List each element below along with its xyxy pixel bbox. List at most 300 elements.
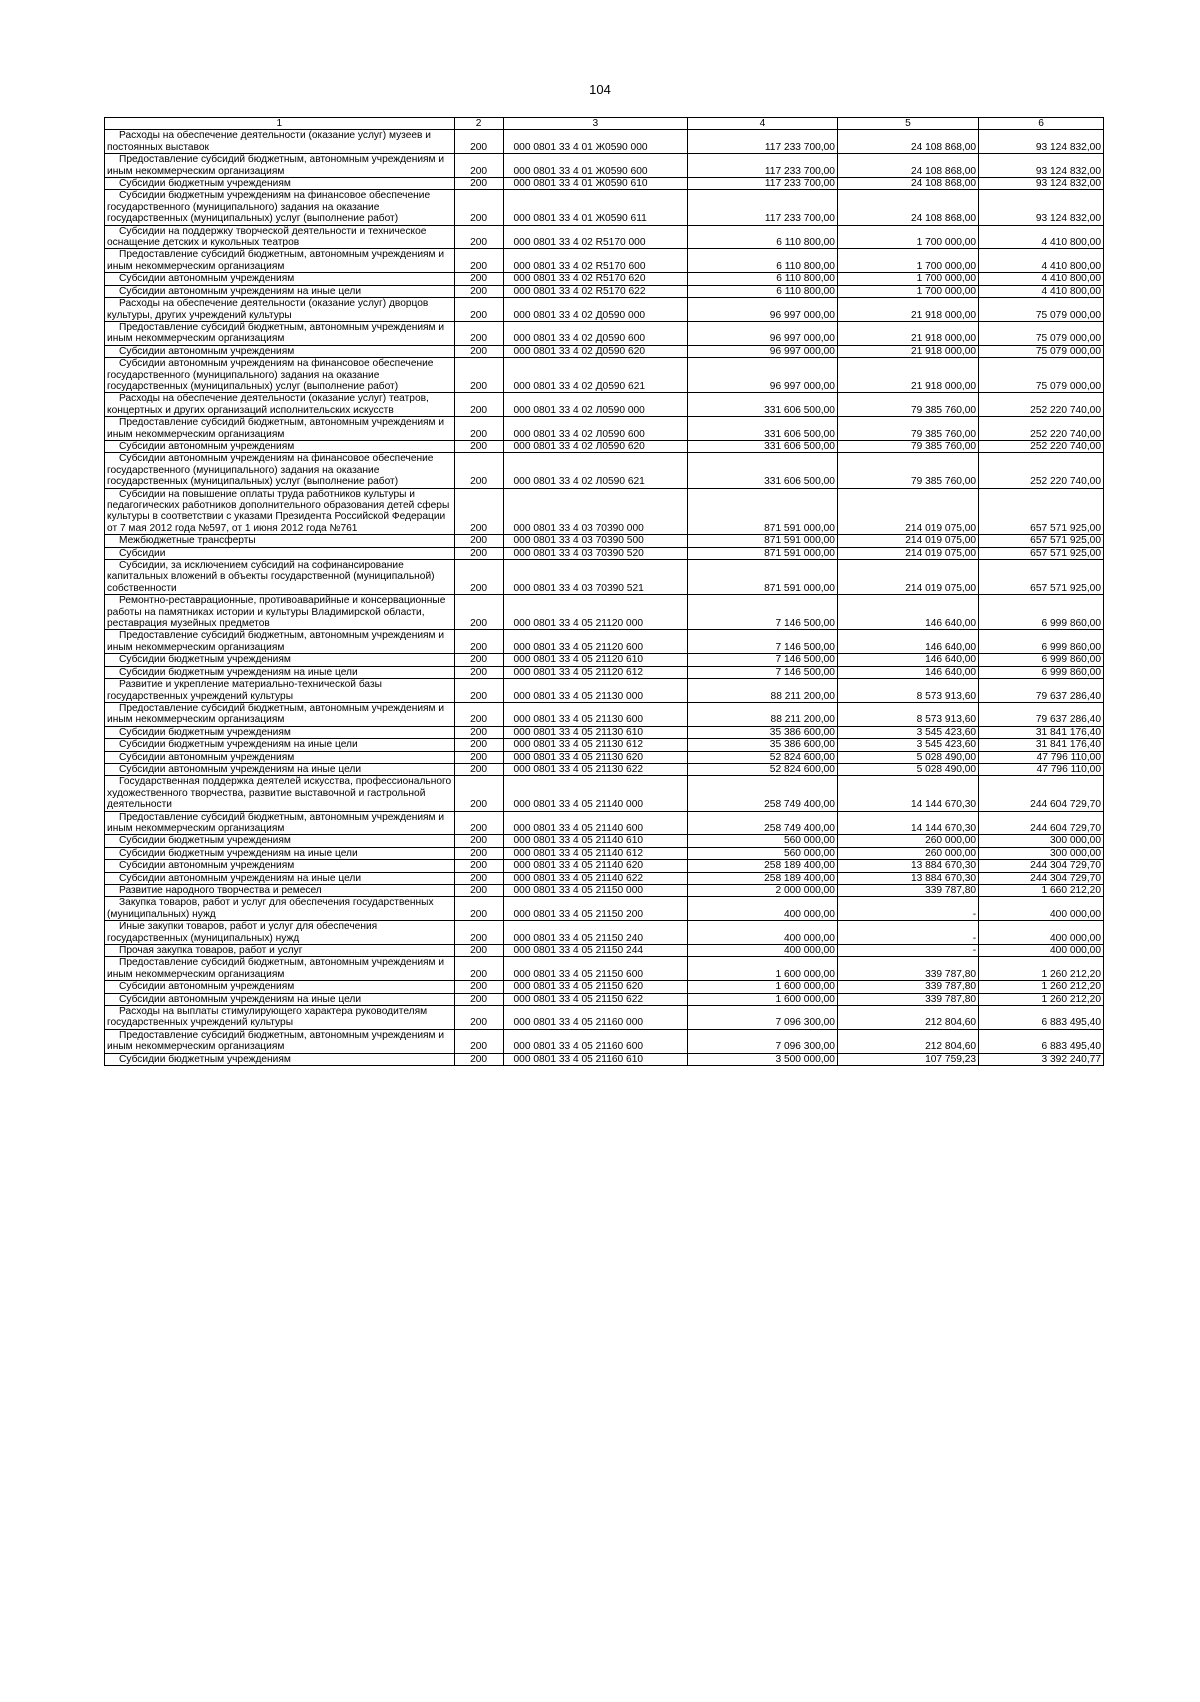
row-approved-amount: 35 386 600,00 [688,726,838,738]
row-code: 200 [454,751,503,763]
row-executed-amount: 146 640,00 [837,666,978,678]
row-name-text: Субсидии, за исключением субсидий на софинансирование капитальных вложений в объекты государственной (муниципальной) собственности [107,560,435,594]
row-approved-amount: 88 211 200,00 [688,679,838,703]
row-remaining-amount: 31 841 176,40 [979,726,1104,738]
row-name [105,1029,455,1053]
row-approved-amount: 258 749 400,00 [688,811,838,835]
row-name [105,957,455,981]
row-approved-amount: 7 146 500,00 [688,654,838,666]
row-remaining-amount: 6 883 495,40 [979,1006,1104,1030]
row-remaining-amount: 47 796 110,00 [979,763,1104,775]
row-name-text: Предоставление субсидий бюджетным, автономным учреждениям и иным некоммерческим организациям [107,417,445,440]
row-name-text: Государственная поддержка деятелей искусства, профессионального художественного творчества, развитие выставочной и гастрольной деятельности [107,776,452,811]
row-classification-code: 000 0801 33 4 05 21150 240 [503,921,688,945]
row-name-text: Предоставление субсидий бюджетным, автономным учреждениям и иным некоммерческим организациям [107,957,445,980]
row-name-text: Субсидии бюджетным учреждениям [119,1053,291,1065]
row-name [105,190,455,225]
row-approved-amount: 1 600 000,00 [688,957,838,981]
row-executed-amount: 3 545 423,60 [837,726,978,738]
row-code: 200 [454,249,503,273]
row-code: 200 [454,1053,503,1065]
row-remaining-amount: 75 079 000,00 [979,345,1104,357]
row-code: 200 [454,763,503,775]
row-name [105,345,455,357]
row-name [105,739,455,751]
row-executed-amount: 24 108 868,00 [837,178,978,190]
row-remaining-amount: 6 999 860,00 [979,595,1104,630]
row-name-text: Субсидии на поддержку творческой деятельности и техническое оснащение детских и кукольных театров [107,225,427,249]
row-executed-amount: 79 385 760,00 [837,440,978,452]
row-name-text: Субсидии автономным учреждениям на финансовое обеспечение государственного (муниципального) задания на оказание государственных (муниципальных) услуг (выполнение работ) [107,358,434,392]
row-remaining-amount: 300 000,00 [979,835,1104,847]
row-approved-amount: 6 110 800,00 [688,249,838,273]
row-code: 200 [454,860,503,872]
row-classification-code: 000 0801 33 4 05 21130 600 [503,702,688,726]
row-remaining-amount: 657 571 925,00 [979,488,1104,535]
row-classification-code: 000 0801 33 4 05 21130 000 [503,679,688,703]
row-code: 200 [454,595,503,630]
row-classification-code: 000 0801 33 4 02 Л0590 000 [503,393,688,417]
row-approved-amount: 6 110 800,00 [688,273,838,285]
row-code: 200 [454,1006,503,1030]
row-approved-amount: 6 110 800,00 [688,285,838,297]
row-name-text: Субсидии бюджетным учреждениям [119,726,291,738]
row-classification-code: 000 0801 33 4 01 Ж0590 600 [503,154,688,178]
row-name [105,654,455,666]
table-row [105,130,1104,154]
row-classification-code: 000 0801 33 4 05 21130 612 [503,739,688,751]
row-executed-amount: 260 000,00 [837,835,978,847]
row-classification-code: 000 0801 33 4 01 Ж0590 611 [503,190,688,225]
row-executed-amount: 13 884 670,30 [837,872,978,884]
row-code: 200 [454,739,503,751]
row-name [105,776,455,811]
row-executed-amount: 3 545 423,60 [837,739,978,751]
row-name [105,547,455,559]
table-row [105,702,1104,726]
row-approved-amount: 1 600 000,00 [688,993,838,1005]
row-name [105,393,455,417]
row-name [105,298,455,322]
row-classification-code: 000 0801 33 4 05 21150 622 [503,993,688,1005]
row-executed-amount: 339 787,80 [837,957,978,981]
row-name [105,130,455,154]
row-approved-amount: 6 110 800,00 [688,225,838,249]
row-classification-code: 000 0801 33 4 02 R5170 622 [503,285,688,297]
row-remaining-amount: 400 000,00 [979,897,1104,921]
row-approved-amount: 117 233 700,00 [688,154,838,178]
row-remaining-amount: 244 604 729,70 [979,811,1104,835]
row-name-text: Расходы на обеспечение деятельности (оказание услуг) музеев и постоянных выставок [107,130,431,153]
row-name-text: Расходы на выплаты стимулирующего характера руководителям государственных учреждений культуры [107,1006,428,1029]
row-name-text: Прочая закупка товаров, работ и услуг [119,945,303,957]
row-remaining-amount: 93 124 832,00 [979,130,1104,154]
row-executed-amount: 260 000,00 [837,847,978,859]
row-name [105,702,455,726]
row-approved-amount: 400 000,00 [688,945,838,957]
table-row [105,417,1104,441]
row-executed-amount: - [837,897,978,921]
table-row [105,321,1104,345]
row-executed-amount: 24 108 868,00 [837,154,978,178]
row-approved-amount: 400 000,00 [688,921,838,945]
row-name [105,417,455,441]
row-remaining-amount: 252 220 740,00 [979,393,1104,417]
table-row [105,897,1104,921]
row-classification-code: 000 0801 33 4 02 R5170 600 [503,249,688,273]
row-code: 200 [454,488,503,535]
row-name-text: Субсидии бюджетным учреждениям [119,178,291,190]
row-code: 200 [454,321,503,345]
row-remaining-amount: 93 124 832,00 [979,178,1104,190]
row-name-text: Субсидии [119,547,166,559]
row-approved-amount: 560 000,00 [688,847,838,859]
row-classification-code: 000 0801 33 4 01 Ж0590 610 [503,178,688,190]
row-name [105,453,455,488]
row-code: 200 [454,358,503,393]
row-name-text: Субсидии автономным учреждениям [119,273,295,285]
row-approved-amount: 117 233 700,00 [688,130,838,154]
row-executed-amount: 79 385 760,00 [837,393,978,417]
row-name-text: Субсидии бюджетным учреждениям [119,835,291,847]
row-code: 200 [454,666,503,678]
row-executed-amount: 79 385 760,00 [837,453,978,488]
row-remaining-amount: 244 304 729,70 [979,860,1104,872]
row-code: 200 [454,885,503,897]
row-name-text: Предоставление субсидий бюджетным, автономным учреждениям и иным некоммерческим организациям [107,154,445,177]
row-executed-amount: 8 573 913,60 [837,702,978,726]
table-row [105,560,1104,595]
row-approved-amount: 3 500 000,00 [688,1053,838,1065]
row-name [105,835,455,847]
row-classification-code: 000 0801 33 4 02 Л0590 620 [503,440,688,452]
row-classification-code: 000 0801 33 4 05 21130 620 [503,751,688,763]
row-name [105,273,455,285]
row-approved-amount: 871 591 000,00 [688,547,838,559]
row-code: 200 [454,273,503,285]
row-classification-code: 000 0801 33 4 05 21140 600 [503,811,688,835]
table-row [105,885,1104,897]
row-executed-amount: 21 918 000,00 [837,358,978,393]
row-code: 200 [454,957,503,981]
row-executed-amount: 339 787,80 [837,885,978,897]
row-name-text: Закупка товаров, работ и услуг для обеспечения государственных (муниципальных) нужд [107,897,434,920]
row-code: 200 [454,776,503,811]
row-classification-code: 000 0801 33 4 02 Д0590 620 [503,345,688,357]
row-classification-code: 000 0801 33 4 05 21140 620 [503,860,688,872]
row-name-text: Развитие народного творчества и ремесел [119,885,322,896]
row-remaining-amount: 6 999 860,00 [979,654,1104,666]
row-name [105,595,455,630]
row-name-text: Предоставление субсидий бюджетным, автономным учреждениям и иным некоммерческим организациям [107,702,445,726]
row-approved-amount: 2 000 000,00 [688,885,838,897]
row-remaining-amount: 1 260 212,20 [979,981,1104,993]
row-name [105,249,455,273]
row-code: 200 [454,285,503,297]
table-row [105,273,1104,285]
row-code: 200 [454,417,503,441]
row-approved-amount: 96 997 000,00 [688,321,838,345]
row-remaining-amount: 75 079 000,00 [979,298,1104,322]
row-name [105,154,455,178]
row-remaining-amount: 47 796 110,00 [979,751,1104,763]
row-classification-code: 000 0801 33 4 03 70390 500 [503,535,688,547]
row-remaining-amount: 6 883 495,40 [979,1029,1104,1053]
row-executed-amount: 5 028 490,00 [837,751,978,763]
row-name [105,981,455,993]
row-code: 200 [454,453,503,488]
row-code: 200 [454,393,503,417]
row-classification-code: 000 0801 33 4 02 Д0590 621 [503,358,688,393]
row-name-text: Предоставление субсидий бюджетным, автономным учреждениям и иным некоммерческим организациям [107,811,445,834]
row-code: 200 [454,679,503,703]
row-name-text: Субсидии на повышение оплаты труда работников культуры и педагогических работников дополнительного образования детей сферы культуры в соответствии с указами Президента Российской Федерации от 7 мая 2012 года №597, от 1 июня 2012 года №761 [107,488,450,534]
table-row [105,763,1104,775]
row-approved-amount: 871 591 000,00 [688,488,838,535]
row-classification-code: 000 0801 33 4 05 21160 000 [503,1006,688,1030]
row-classification-code: 000 0801 33 4 05 21140 610 [503,835,688,847]
column-header-row [105,118,1104,130]
column-header: 4 [688,118,838,130]
row-remaining-amount: 4 410 800,00 [979,273,1104,285]
row-classification-code: 000 0801 33 4 05 21160 600 [503,1029,688,1053]
row-name [105,679,455,703]
row-executed-amount: 107 759,23 [837,1053,978,1065]
row-remaining-amount: 93 124 832,00 [979,190,1104,225]
row-name [105,885,455,897]
row-approved-amount: 117 233 700,00 [688,178,838,190]
row-code: 200 [454,835,503,847]
table-row [105,957,1104,981]
table-row [105,726,1104,738]
row-remaining-amount: 75 079 000,00 [979,321,1104,345]
row-name-text: Субсидии автономным учреждениям [119,440,295,452]
row-executed-amount: 14 144 670,30 [837,811,978,835]
row-remaining-amount: 300 000,00 [979,847,1104,859]
row-approved-amount: 7 146 500,00 [688,595,838,630]
row-name [105,358,455,393]
row-name-text: Расходы на обеспечение деятельности (оказание услуг) театров, концертных и других организаций исполнительских искусств [107,393,429,416]
row-code: 200 [454,993,503,1005]
row-remaining-amount: 4 410 800,00 [979,285,1104,297]
row-classification-code: 000 0801 33 4 05 21130 610 [503,726,688,738]
row-code: 200 [454,154,503,178]
row-name-text: Субсидии бюджетным учреждениям [119,654,291,666]
row-approved-amount: 1 600 000,00 [688,981,838,993]
table-row [105,440,1104,452]
row-code: 200 [454,190,503,225]
row-name [105,897,455,921]
row-remaining-amount: 6 999 860,00 [979,666,1104,678]
table-row [105,981,1104,993]
column-header: 3 [503,118,688,130]
row-code: 200 [454,945,503,957]
row-remaining-amount: 1 660 212,20 [979,885,1104,897]
row-name [105,535,455,547]
row-name-text: Субсидии бюджетным учреждениям на иные цели [119,666,358,678]
page-number: 104 [589,82,611,97]
table-row [105,630,1104,654]
table-row [105,1029,1104,1053]
row-name [105,630,455,654]
row-name-text: Предоставление субсидий бюджетным, автономным учреждениям и иным некоммерческим организациям [107,249,445,272]
row-executed-amount: 214 019 075,00 [837,488,978,535]
table-row [105,547,1104,559]
row-name-text: Ремонтно-реставрационные, противоаварийные и консервационные работы на памятниках истории и культуры Владимирской области, реставрация музейных предметов [107,595,446,630]
row-classification-code: 000 0801 33 4 05 21120 610 [503,654,688,666]
row-name [105,847,455,859]
row-executed-amount: 1 700 000,00 [837,285,978,297]
row-executed-amount: 146 640,00 [837,654,978,666]
row-approved-amount: 96 997 000,00 [688,358,838,393]
row-name [105,285,455,297]
row-approved-amount: 52 824 600,00 [688,763,838,775]
row-remaining-amount: 252 220 740,00 [979,440,1104,452]
row-classification-code: 000 0801 33 4 05 21140 622 [503,872,688,884]
row-executed-amount: 146 640,00 [837,595,978,630]
table-row [105,1053,1104,1065]
row-remaining-amount: 252 220 740,00 [979,417,1104,441]
row-classification-code: 000 0801 33 4 05 21120 612 [503,666,688,678]
row-name [105,321,455,345]
row-approved-amount: 117 233 700,00 [688,190,838,225]
row-remaining-amount: 6 999 860,00 [979,630,1104,654]
row-remaining-amount: 400 000,00 [979,921,1104,945]
row-executed-amount: 21 918 000,00 [837,345,978,357]
row-code: 200 [454,298,503,322]
row-classification-code: 000 0801 33 4 05 21140 612 [503,847,688,859]
row-name [105,945,455,957]
row-code: 200 [454,440,503,452]
table-row [105,535,1104,547]
row-remaining-amount: 93 124 832,00 [979,154,1104,178]
row-name [105,751,455,763]
row-approved-amount: 7 096 300,00 [688,1006,838,1030]
row-remaining-amount: 3 392 240,77 [979,1053,1104,1065]
row-approved-amount: 35 386 600,00 [688,739,838,751]
row-approved-amount: 331 606 500,00 [688,393,838,417]
row-code: 200 [454,654,503,666]
row-approved-amount: 96 997 000,00 [688,298,838,322]
row-executed-amount: 212 804,60 [837,1006,978,1030]
column-header: 1 [105,118,455,130]
row-classification-code: 000 0801 33 4 03 70390 521 [503,560,688,595]
row-code: 200 [454,535,503,547]
row-remaining-amount: 252 220 740,00 [979,453,1104,488]
row-code: 200 [454,726,503,738]
row-executed-amount: 214 019 075,00 [837,535,978,547]
column-header: 6 [979,118,1104,130]
row-name [105,763,455,775]
row-executed-amount: 24 108 868,00 [837,130,978,154]
row-approved-amount: 52 824 600,00 [688,751,838,763]
table-row [105,595,1104,630]
table-row [105,679,1104,703]
row-classification-code: 000 0801 33 4 05 21150 200 [503,897,688,921]
table-row [105,298,1104,322]
row-name [105,560,455,595]
row-code: 200 [454,1029,503,1053]
table-row [105,860,1104,872]
row-code: 200 [454,630,503,654]
row-name-text: Субсидии автономным учреждениям на иные цели [119,763,362,775]
column-header: 2 [454,118,503,130]
column-header: 5 [837,118,978,130]
row-code: 200 [454,560,503,595]
row-classification-code: 000 0801 33 4 05 21150 620 [503,981,688,993]
row-name-text: Предоставление субсидий бюджетным, автономным учреждениям и иным некоммерческим организациям [107,321,445,345]
row-code: 200 [454,847,503,859]
row-name [105,1053,455,1065]
row-remaining-amount: 1 260 212,20 [979,993,1104,1005]
row-approved-amount: 331 606 500,00 [688,453,838,488]
row-name-text: Субсидии автономным учреждениям на иные цели [119,285,362,297]
row-code: 200 [454,811,503,835]
row-classification-code: 000 0801 33 4 05 21130 622 [503,763,688,775]
row-classification-code: 000 0801 33 4 05 21150 600 [503,957,688,981]
row-remaining-amount: 31 841 176,40 [979,739,1104,751]
row-approved-amount: 88 211 200,00 [688,702,838,726]
row-approved-amount: 7 146 500,00 [688,630,838,654]
table-row [105,488,1104,535]
row-remaining-amount: 244 604 729,70 [979,776,1104,811]
row-code: 200 [454,225,503,249]
row-name [105,921,455,945]
row-approved-amount: 560 000,00 [688,835,838,847]
row-name-text: Межбюджетные трансферты [119,535,256,547]
row-remaining-amount: 244 304 729,70 [979,872,1104,884]
table-row [105,945,1104,957]
row-classification-code: 000 0801 33 4 01 Ж0590 000 [503,130,688,154]
table-row [105,285,1104,297]
row-approved-amount: 871 591 000,00 [688,535,838,547]
table-row [105,847,1104,859]
row-remaining-amount: 75 079 000,00 [979,358,1104,393]
budget-execution-table [104,117,1104,1066]
row-executed-amount: 214 019 075,00 [837,547,978,559]
row-executed-amount: 1 700 000,00 [837,225,978,249]
row-approved-amount: 7 146 500,00 [688,666,838,678]
table-row [105,811,1104,835]
table-row [105,178,1104,190]
row-code: 200 [454,921,503,945]
row-executed-amount: 24 108 868,00 [837,190,978,225]
row-classification-code: 000 0801 33 4 02 Л0590 600 [503,417,688,441]
row-name-text: Субсидии автономным учреждениям на финансовое обеспечение государственного (муниципального) задания на оказание государственных (муниципальных) услуг (выполнение работ) [107,453,434,488]
table-row [105,654,1104,666]
row-name [105,440,455,452]
row-remaining-amount: 657 571 925,00 [979,547,1104,559]
row-name-text: Субсидии автономным учреждениям на иные цели [119,872,362,884]
row-remaining-amount: 79 637 286,40 [979,702,1104,726]
row-approved-amount: 258 189 400,00 [688,872,838,884]
row-name [105,178,455,190]
row-code: 200 [454,130,503,154]
row-executed-amount: 214 019 075,00 [837,560,978,595]
row-classification-code: 000 0801 33 4 05 21140 000 [503,776,688,811]
row-name-text: Субсидии автономным учреждениям [119,345,295,357]
row-name-text: Иные закупки товаров, работ и услуг для обеспечения государственных (муниципальных) нужд [107,921,378,944]
row-executed-amount: 21 918 000,00 [837,321,978,345]
row-name-text: Субсидии автономным учреждениям на иные цели [119,993,362,1005]
row-remaining-amount: 1 260 212,20 [979,957,1104,981]
row-classification-code: 000 0801 33 4 02 Л0590 621 [503,453,688,488]
row-classification-code: 000 0801 33 4 05 21150 244 [503,945,688,957]
row-code: 200 [454,702,503,726]
table-row [105,835,1104,847]
row-remaining-amount: 4 410 800,00 [979,249,1104,273]
row-executed-amount: 5 028 490,00 [837,763,978,775]
